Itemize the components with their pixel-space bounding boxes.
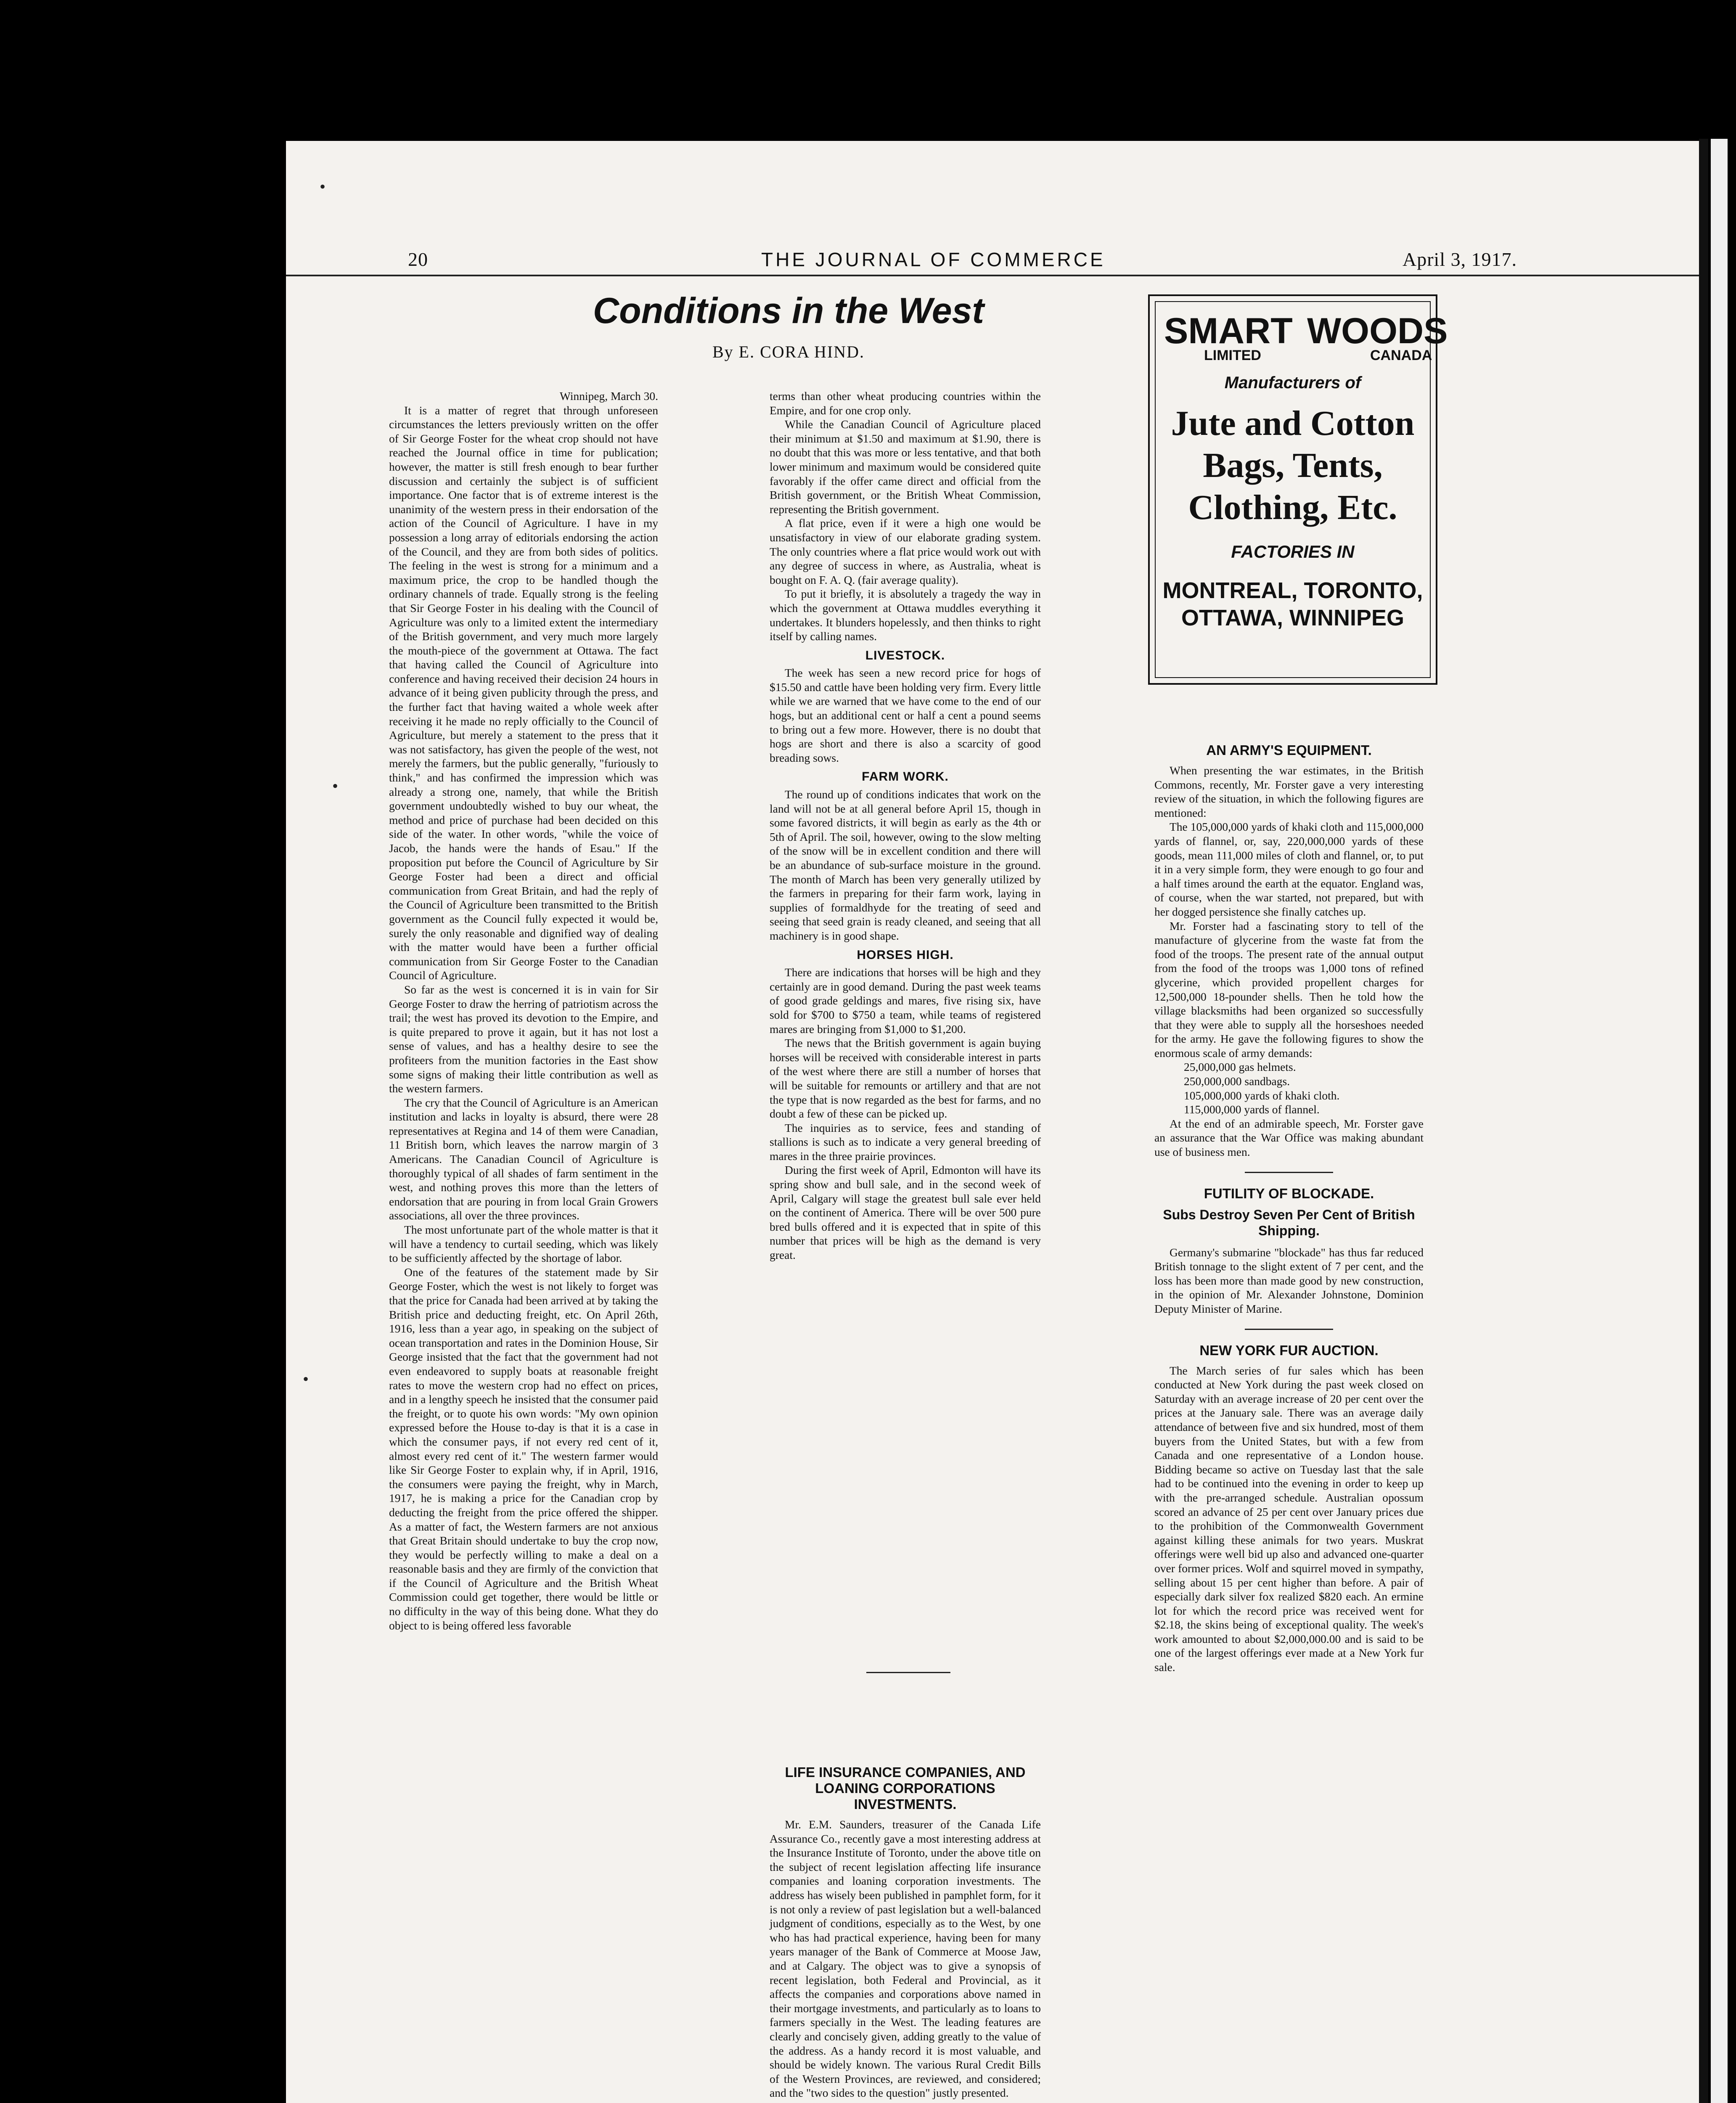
paragraph: When presenting the war estimates, in the British Commons, recently, Mr. Forster gave a very interesting review of the situation, in which the following figures are mentioned: <box>1154 764 1424 819</box>
ad-cities-2: OTTAWA, WINNIPEG <box>1181 605 1404 630</box>
ad-manufacturers: Manufacturers of <box>1224 373 1361 392</box>
paragraph: Mr. E.M. Saunders, treasurer of the Canada Life Assurance Co., recently gave a most interesting address at the Insurance Institute of Toronto, under the above title on the subject of recent legislation affecting life insurance companies and loaning corporation investments. The address has wisely been published in pamphlet form, for it is not only a review of past legislation but a well-balanced judgment of conditions, especially as to the West, by one who has had practical experience, having been for many years manager of the Bank of Commerce at Moose Jaw, and at Calgary. The object was to give a synopsis of recent legislation, both Federal and Provincial, as it affects the companies and corporations above named in their mortgage investments, and particularly as to loans to farmers specially in the West. The leading features are clearly and concisely given, adding greatly to the value of the address. As a handy record it is most valuable, and should be widely known. The various Rural Credit Bills of the Western Provinces, are reviewed, and considered; and the "two sides to the question" justly presented. <box>770 1818 1041 2100</box>
article-column-2 <box>770 389 1041 1678</box>
paragraph: The round up of conditions indicates that work on the land will not be at all general before April 15, though in some favored districts, it will begin as early as the 4th or 5th of April. The soil, however, owing to the slow melting of the snow will be in excellent condition and there will be an abundance of sub-surface moisture in the ground. The month of March has been very generally utilized by the farmers in preparing for their farm work, laying in supplies of formaldhyde for the treating of seed and seeing that seed grain is ready cleaned, and seeing that all machinery is in good shape. <box>770 788 1041 942</box>
ad-inner-border <box>1155 301 1448 678</box>
article-byline: By E. CORA HIND. <box>712 342 865 361</box>
paragraph: The week has seen a new record price for hogs of $15.50 and cattle have been holding very firm. Every little while we are warned that we have come to the end of our hogs, but an additional cent or half a cent a pound seems to bring out a few more. However, there is no doubt that hogs are short and there is also a scarcity of good breading sows. <box>770 666 1041 764</box>
subhead-livestock: LIVESTOCK. <box>865 648 945 662</box>
page-edge-shadow <box>1699 139 1708 2103</box>
column-rule <box>866 1672 950 1673</box>
paragraph: Germany's submarine "blockade" has thus far reduced British tonnage to the slight extent of 7 per cent, and the loss has been more than made good by new construction, in the opinion of Mr. Alexander Johnstone, Dominion Deputy Minister of Marine. <box>1154 1245 1424 1315</box>
film-speck: • <box>332 776 339 795</box>
blockade-headline: FUTILITY OF BLOCKADE. <box>1204 1185 1374 1201</box>
ad-cities-1: MONTREAL, TORONTO, <box>1162 578 1423 603</box>
list-item: 105,000,000 yards of khaki cloth. <box>1184 1089 1340 1102</box>
right-column <box>1154 738 1424 1674</box>
blockade-deck: Subs Destroy Seven Per Cent of British Shipping. <box>1163 1207 1415 1238</box>
paragraph: The March series of fur sales which has been conducted at New York during the past week closed on Saturday with an average increase of 20 per cent over the prices at the January sale. There was an average daily attendance of between five and six hundred, most of them buyers from the United States, but with a few from Canada and one representative of a London house. Bidding became so active on Tuesday last that the sale had to be continued into the evening in order to keep up with the pre-arranged schedule. Australian opossum scored an advance of 25 per cent over January prices due to the prohibition of the Commonwealth Government against killing these animals for two years. Muskrat offerings were well bid up also and advanced one-quarter over former prices. Wolf and squirrel moved in sympathy, selling about 15 per cent higher than before. A pair of especially dark silver fox realized $820 each. An ermine lot for which the record price was received went for $2.18, the skins being of exceptional quality. The week's work amounted to about $2,000,000.00 and is said to be one of the largest offerings ever made at a New York fur sale. <box>1154 1364 1424 1674</box>
paragraph: The 105,000,000 yards of khaki cloth and 115,000,000 yards of flannel, or, say, 220,000,000 yards of these goods, mean 111,000 miles of cloth and flannel, or, to put it in a very simple form, they were enough to go four and a half times around the earth at the equator. England was, of course, when the war started, not prepared, but with her dogged persistence she finally catches up. <box>1154 820 1424 918</box>
article-title: Conditions in the West <box>593 291 984 331</box>
paragraph: The news that the British government is again buying horses will be received with considerable interest in parts of the west where there are still a number of horses that will be suitable for remounts or artillery and that are not the type that is now regarded as the best for farms, and no doubt a few of these can be picked up. <box>770 1036 1041 1120</box>
section-rule <box>1245 1172 1333 1173</box>
list-item: 25,000,000 gas helmets. <box>1184 1060 1296 1074</box>
header-rule <box>286 275 1707 276</box>
paragraph: There are indications that horses will be high and they certainly are in good demand. During the past week teams of good grade geldings and mares, five rising six, have sold for $700 to $750 a team, while teams of registered mares are bringing from $1,000 to $1,200. <box>770 966 1041 1036</box>
life-insurance-headline: LIFE INSURANCE COMPANIES, AND LOANING CORPORATIONS INVESTMENTS. <box>785 1764 1026 1812</box>
film-speck: • <box>320 177 326 196</box>
subhead-horses-high: HORSES HIGH. <box>857 948 954 962</box>
ad-canada: CANADA <box>1370 347 1432 363</box>
smart-woods-advertisement <box>1148 294 1448 685</box>
paragraph: One of the features of the statement made by Sir George Foster, which the west is not likely to forget was that the price for Canada had been arrived at by taking the British price and deducting freight, etc. On April 26th, 1916, less than a year ago, in speaking on the subject of ocean transportation and rates in the Dominion House, Sir George insisted that the fact that the government had not even endeavored to supply boats at reasonable freight rates to move the western crop had no effect on prices, and in a lengthy speech he insisted that the consumer paid the freight, or to quote his own words: "My own opinion expressed before the House to-day is that it is a case in which the consumer pays, if not every red cent of it, almost every red cent of it." The western farmer would like Sir George Foster to explain why, if in April, 1916, the consumers were paying the freight, why in March, 1917, he is making a price for the Canadian crop by deducting the freight from the price offered the shipper. As a matter of fact, the Western farmers are not anxious that Great Britain should undertake to buy the crop now, they would be perfectly willing to make a deal on a reasonable basis and they are firmly of the conviction that if the Council of Agriculture and the British Wheat Commission could get together, there would be little or no difficulty in the way of this being done. What they do object to is being offered less favorable <box>389 1265 658 1632</box>
issue-date: April 3, 1917. <box>1403 249 1517 270</box>
film-speck: • <box>303 1369 309 1388</box>
paragraph: The most unfortunate part of the whole matter is that it will have a tendency to curtail seeding, which was likely to be sufficiently affected by the shortage of labor. <box>389 1223 658 1265</box>
life-insurance-article <box>770 1760 1041 2100</box>
newspaper-page <box>286 141 1707 2103</box>
paragraph: It is a matter of regret that through unforeseen circumstances the letters previously written on the offer of Sir George Foster for the wheat crop should not have reached the Journal office in time for publication; however, the matter is still fresh enough to bear further discussion and certainly the subject is of sufficient importance. One factor that is of extreme interest is the unanimity of the western press in their endorsation of the action of the Council of Agriculture. I have in my possession a long array of editorials endorsing the action of the Council, and they are from both sides of politics. The feeling in the west is strong for a minimum and a maximum price, the crop to be handled though the ordinary channels of trade. Equally strong is the feeling that Sir George Foster in his dealing with the Council of Agriculture was only to a limited extent the intermediary of the British government, and very much more largely the mouth-piece of the government at Ottawa. The fact that having called the Council of Agriculture into conference and having received their decision 24 hours in advance of it being given publicity through the press, and the further fact that having waited a whole week after receiving it he made no reply officially to the Council of Agriculture, but merely a statement to the press that it was not satisfactory, has given the people of the west, not merely the farmers, but the public generally, "furiously to think," and has confirmed the impression which was already a strong one, namely, that while the British government undoubtedly wished to buy our wheat, the method and price of purchase had been decided on this side of the water. In other words, "while the voice of Jacob, the hands were the hands of Esau." If the proposition put before the Council of Agriculture by Sir George Foster had been a direct and official communication from Great Britain, and had the reply of the Council of Agriculture been transmitted to the British government as the Council fully expected it would be, surely the only reasonable and dignified way of dealing with the matter would have been a further official communication from Sir George Foster to the Canadian Council of Agriculture. <box>389 403 658 982</box>
subhead-farm-work: FARM WORK. <box>862 770 949 784</box>
paragraph: Mr. Forster had a fascinating story to tell of the manufacture of glycerine from the waste fat from the food of the troops. The present rate of the annual output from the food of the troops was 1,000 tons of refined glycerine, which provided propellent charges for 12,500,000 18-pounder shells. Then he told how the village blacksmiths had been organized so successfully that they were able to supply all the horseshoes needed for the army. He gave the following figures to show the enormous scale of army demands: <box>1154 919 1424 1059</box>
paragraph: The inquiries as to service, fees and standing of stallions is such as to indicate a very general breeding of mares in the three prairie provinces. <box>770 1121 1041 1163</box>
journal-name: THE JOURNAL OF COMMERCE <box>761 249 1106 270</box>
paragraph: To put it briefly, it is absolutely a tragedy the way in which the government at Ottawa muddles everything it undertakes. It blunders hopelessly, and then thinks to right itself by calling names. <box>770 587 1041 643</box>
army-headline: AN ARMY'S EQUIPMENT. <box>1206 742 1372 758</box>
paragraph: While the Canadian Council of Agriculture placed their minimum at $1.50 and maximum at $1.90, there is no doubt that this was more or less tentative, and that both lower minimum and maximum would be considered quite favorably if the offer came direct and official from the British government, or the British Wheat Commission, representing the British government. <box>770 418 1041 516</box>
paragraph: So far as the west is concerned it is in vain for Sir George Foster to draw the herring of patriotism across the trail; the west has proved its devotion to the Empire, and is quite prepared to prove it again, but it has not lost a sense of values, and has a healthy desire to see the profiteers from the munition factories in the East show some signs of making their little contribution as well as the western farmers. <box>389 983 658 1095</box>
dateline: Winnipeg, March 30. <box>559 389 658 403</box>
ad-products-line-2: Bags, Tents, <box>1203 446 1383 485</box>
ad-limited: LIMITED <box>1204 347 1261 363</box>
ad-woods: WOODS <box>1307 311 1448 351</box>
paragraph: At the end of an admirable speech, Mr. Forster gave an assurance that the War Office was making abundant use of business men. <box>1154 1117 1424 1159</box>
ad-smart: SMART <box>1164 311 1293 351</box>
adjacent-page-strip <box>1711 139 1728 2103</box>
paragraph: terms than other wheat producing countries within the Empire, and for one crop only. <box>770 389 1041 417</box>
fur-auction-headline: NEW YORK FUR AUCTION. <box>1199 1342 1379 1358</box>
paragraph: During the first week of April, Edmonton will have its spring show and bull sale, and in the second week of April, Calgary will stage the greatest bull sale ever held on the continent of America. There will be over 500 pure bred bulls offered and it is expected that in spite of this number that prices will be high as the demand is very great. <box>770 1163 1041 1262</box>
ad-products-line-3: Clothing, Etc. <box>1188 488 1397 527</box>
ad-products-line-1: Jute and Cotton <box>1171 404 1415 443</box>
page-number: 20 <box>408 249 428 270</box>
article-column-1 <box>389 389 658 1632</box>
list-item: 115,000,000 yards of flannel. <box>1184 1103 1320 1116</box>
ad-factories: FACTORIES IN <box>1231 542 1355 562</box>
paragraph: The cry that the Council of Agriculture is an American institution and lacks in loyalty is absurd, there were 28 representatives at Regina and 14 of them were Canadian, 11 British born, which leaves the narrow margin of 3 Americans. The Canadian Council of Agriculture is thoroughly typical of all shades of farm sentiment in the west, and nothing proves this more than the letters of endorsation that are pouring in from local Grain Growers associations, all over the three provinces. <box>389 1096 658 1222</box>
list-item: 250,000,000 sandbags. <box>1184 1075 1290 1088</box>
paragraph: A flat price, even if it were a high one would be unsatisfactory in view of our elaborate grading system. The only countries where a flat price would work out with any degree of success in where, as Australia, wheat is bought on F. A. Q. (fair average quality). <box>770 516 1041 586</box>
section-rule <box>1245 1329 1333 1330</box>
